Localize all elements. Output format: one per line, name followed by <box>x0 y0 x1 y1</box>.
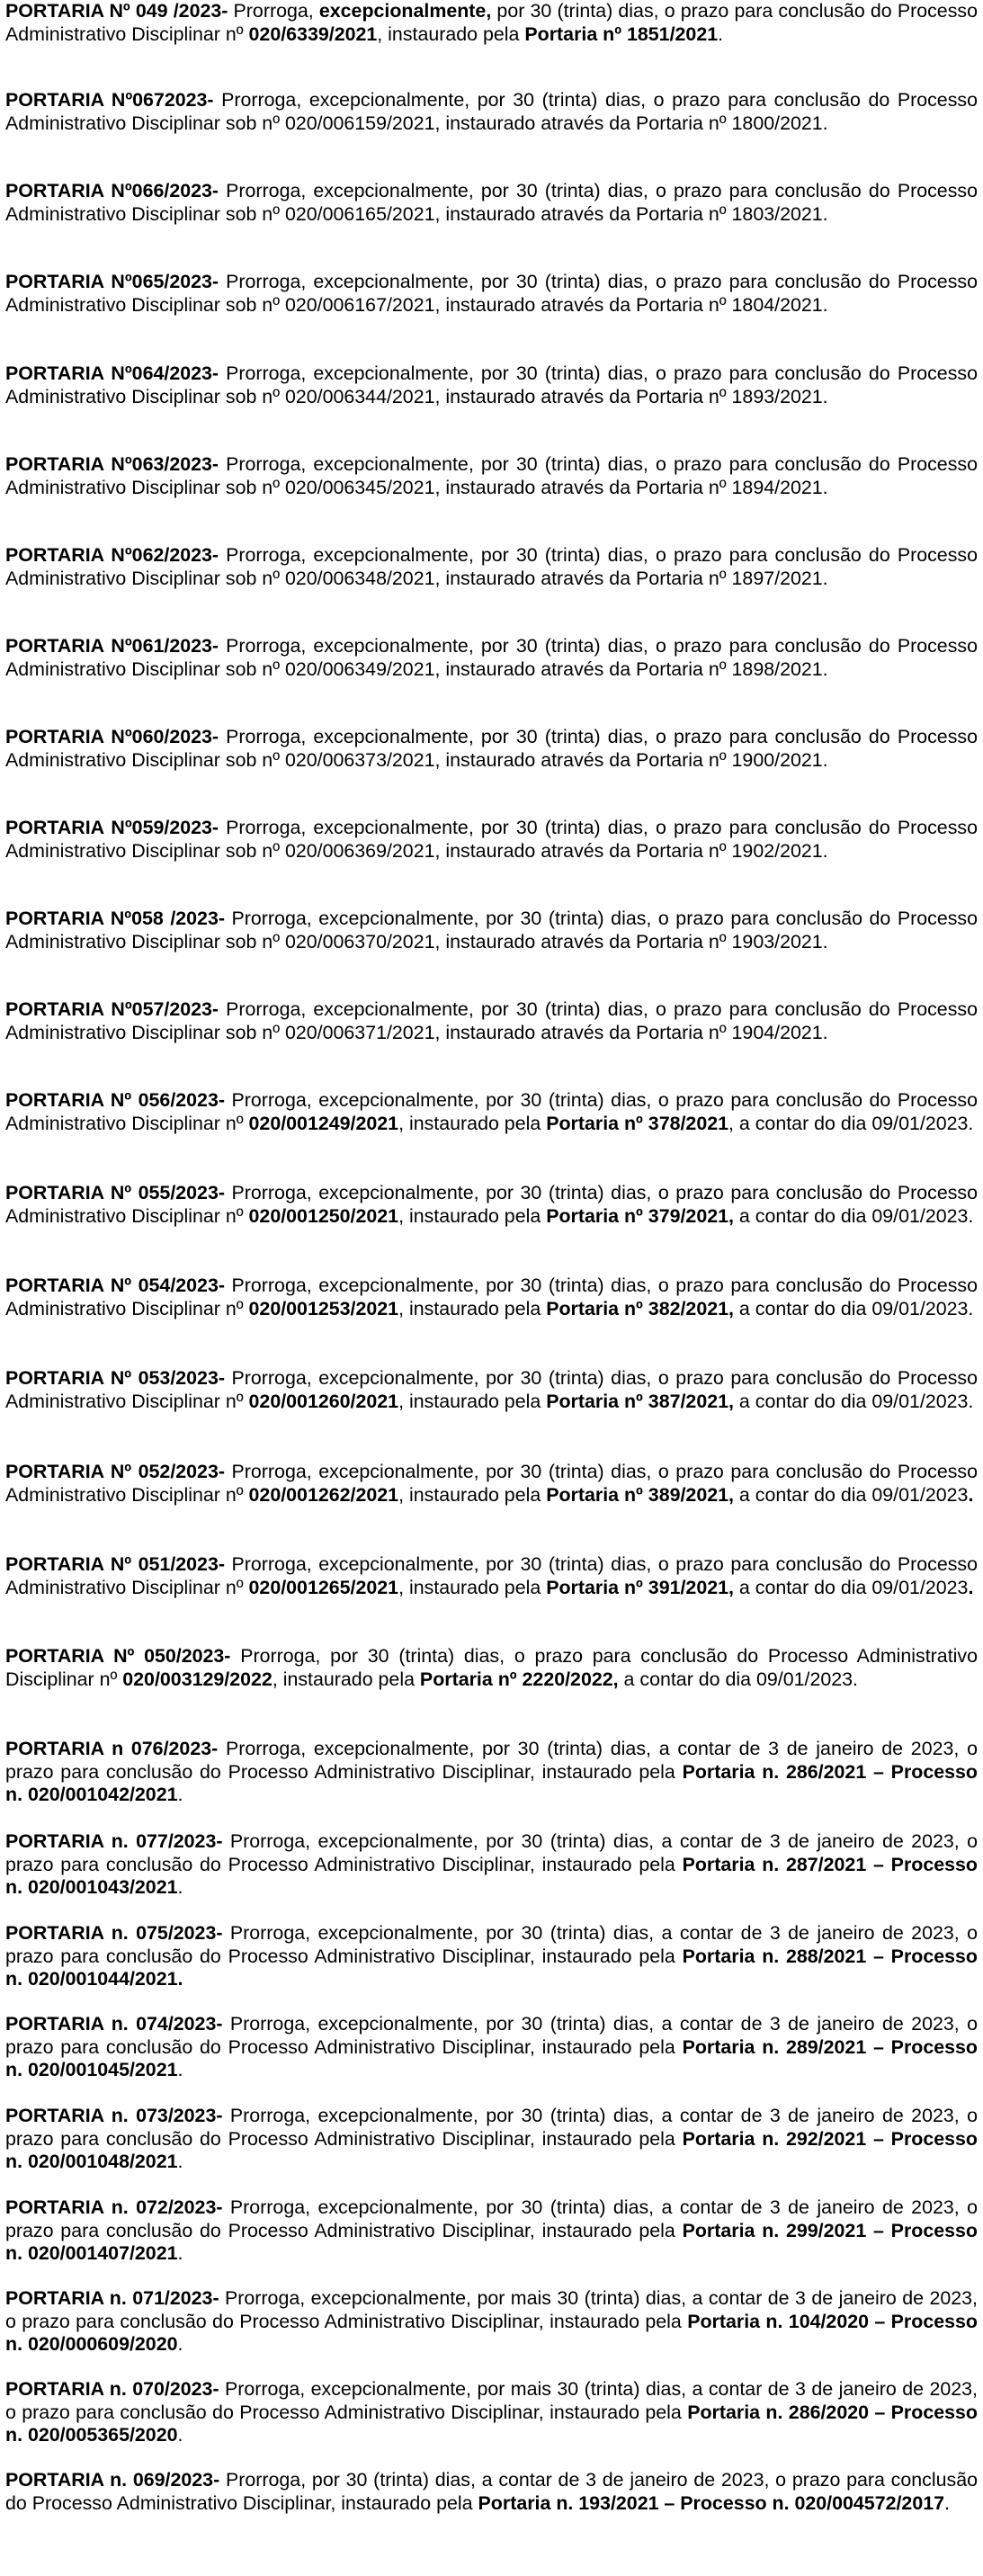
body-text: Prorroga, excepcionalmente, por 30 (trinta) dias, o prazo para conclusão do Processo Administrativo Disciplinar sob nº 020/006371/2021, instaurado através da Portaria nº 1904/2021. <box>5 998 978 1043</box>
bold-text: 020/001260/2021 <box>248 1390 399 1412</box>
body-text: . <box>718 22 724 45</box>
bold-text: PORTARIA n. 073/2023- <box>5 2105 223 2126</box>
bold-text: Portaria nº 391/2021, <box>546 1576 734 1598</box>
body-text: Prorroga, por 30 (trinta) dias, o prazo para conclusão do Processo Administrativo Disciplinar nº <box>5 1645 978 1690</box>
bold-text: Portaria n. 292/2021 – Processo n. 020/001048/2021 <box>5 2127 978 2172</box>
portaria-entry <box>5 2469 978 2515</box>
body-text: . <box>177 1784 183 1805</box>
bold-text: Portaria n. 104/2020 – Processo n. 020/000609/2020 <box>5 2310 978 2355</box>
bold-text: . <box>968 1576 974 1598</box>
bold-text: PORTARIA Nº 051/2023- <box>5 1553 225 1575</box>
bold-text: 020/001250/2021 <box>248 1204 399 1227</box>
body-text: Prorroga, excepcionalmente, por 30 (trinta) dias, o prazo para conclusão do Processo Administrativo Disciplinar sob nº 020/006348/2021, instaurado através da Portaria nº 1897/2021. <box>5 544 978 589</box>
body-text: Prorroga, excepcionalmente, por 30 (trinta) dias, o prazo para conclusão do Processo Administrativo Disciplinar sob nº 020/006165/2021, instaurado através da Portaria nº 1803/2021. <box>5 180 978 225</box>
portaria-entry <box>5 2105 978 2174</box>
body-text: Prorroga, excepcionalmente, por 30 (trinta) dias, a contar de 3 de janeiro de 2023, o prazo para conclusão do Processo Administrativo Disciplinar, instaurado pela <box>5 1922 978 1967</box>
bold-text: PORTARIA Nº 055/2023- <box>5 1182 225 1203</box>
body-text: Prorroga, excepcionalmente, por 30 (trinta) dias, o prazo para conclusão do Processo Administrativo Disciplinar nº <box>5 1089 978 1134</box>
body-text: , instaurado pela <box>398 1390 547 1412</box>
body-text: Prorroga, excepcionalmente, por 30 (trinta) dias, o prazo para conclusão do Processo Administrativo Disciplinar nº <box>5 1553 978 1598</box>
body-text: Prorroga, excepcionalmente, por 30 (trinta) dias, o prazo para conclusão do Processo Administrativo Disciplinar sob nº 020/006159/2021, instaurado através da Portaria nº 1800/2021. <box>5 89 978 134</box>
portaria-entry <box>5 1922 978 1991</box>
body-text: , instaurado pela <box>398 1112 547 1134</box>
body-text: . <box>177 2333 183 2355</box>
portaria-entry <box>5 1738 978 1807</box>
bold-text: Portaria nº 378/2021 <box>546 1112 729 1134</box>
body-text: Prorroga, excepcionalmente, por 30 (trinta) dias, a contar de 3 de janeiro de 2023, o prazo para conclusão do Processo Administrativo Disciplinar, instaurado pela <box>5 2196 978 2241</box>
bold-text: PORTARIA n. 075/2023- <box>5 1922 223 1944</box>
body-text: . <box>177 2059 183 2080</box>
body-text: Prorroga, excepcionalmente, por 30 (trinta) dias, o prazo para conclusão do Processo Administrativo Disciplinar nº <box>5 1367 978 1412</box>
portaria-entry <box>5 2378 978 2447</box>
portaria-entry <box>5 1367 978 1413</box>
bold-text: Portaria n. 299/2021 – Processo n. 020/001407/2021 <box>5 2219 978 2264</box>
portaria-entry <box>5 998 978 1044</box>
portaria-entry <box>5 180 978 226</box>
bold-text: PORTARIA Nº064/2023- <box>5 362 219 384</box>
bold-text: Portaria n. 289/2021 – Processo n. 020/001045/2021 <box>5 2035 978 2080</box>
body-text: , instaurado pela <box>377 22 525 45</box>
portaria-entry <box>5 1461 978 1507</box>
portaria-entry <box>5 271 978 317</box>
portaria-entry <box>5 1553 978 1599</box>
bold-text: Portaria n. 193/2021 – Processo n. 020/004572/2017 <box>478 2491 945 2514</box>
body-text: Prorroga, excepcionalmente, por 30 (trinta) dias, o prazo para conclusão do Processo Administrativo Disciplinar nº <box>5 1461 978 1506</box>
bold-text: PORTARIA n. 077/2023- <box>5 1830 223 1852</box>
body-text: Prorroga, excepcionalmente, por 30 (trinta) dias, o prazo para conclusão do Processo Administrativo Disciplinar sob nº 020/006369/2021, instaurado através da Portaria nº 1902/2021. <box>5 817 978 862</box>
bold-text: Portaria n. 286/2021 – Processo n. 020/001042/2021 <box>5 1760 978 1805</box>
body-text: Prorroga, excepcionalmente, por 30 (trinta) dias, o prazo para conclusão do Processo Administrativo Disciplinar sob nº 020/006345/2021, instaurado através da Portaria nº 1894/2021. <box>5 453 978 498</box>
bold-text: Portaria n. 288/2021 – Processo n. 020/001044/2021. <box>5 1945 978 1990</box>
body-text: Prorroga, excepcionalmente, por mais 30 (trinta) dias, a contar de 3 de janeiro de 2023, o prazo para conclusão do Processo Administrativo Disciplinar, instaurado pela <box>5 2287 979 2332</box>
body-text: . <box>944 2491 950 2514</box>
bold-text: 020/001265/2021 <box>248 1576 399 1598</box>
body-text: a contar do dia 09/01/2023 <box>733 1576 969 1598</box>
portaria-entry <box>5 2013 978 2082</box>
body-text: Prorroga, excepcionalmente, por 30 (trinta) dias, o prazo para conclusão do Processo Administrativo Disciplinar nº <box>5 1275 978 1319</box>
bold-text: Portaria n. 287/2021 – Processo n. 020/001043/2021 <box>5 1853 978 1898</box>
bold-text: PORTARIA Nº058 /2023- <box>5 908 225 929</box>
body-text: a contar do dia 09/01/2023. <box>733 1204 974 1227</box>
bold-text: PORTARIA Nº 050/2023- <box>5 1645 231 1667</box>
bold-text: PORTARIA Nº066/2023- <box>5 180 219 201</box>
body-text: Prorroga, excepcionalmente, por 30 (trinta) dias, a contar de 3 de janeiro de 2023, o prazo para conclusão do Processo Administrativo Disciplinar, instaurado pela <box>5 1738 978 1783</box>
body-text: a contar do dia 09/01/2023. <box>618 1668 858 1690</box>
portaria-entry <box>5 726 978 772</box>
portaria-entry <box>5 908 978 953</box>
bold-text: 020/001253/2021 <box>248 1297 399 1319</box>
body-text: . <box>177 2242 183 2264</box>
bold-text: 020/003129/2022 <box>122 1668 273 1690</box>
body-text: , instaurado pela <box>398 1204 547 1227</box>
body-text: Prorroga, excepcionalmente, por 30 (trinta) dias, o prazo para conclusão do Processo Administrativo Disciplinar sob nº 020/006373/2021, instaurado através da Portaria nº 1900/2021. <box>5 726 978 771</box>
bold-text: . <box>968 1483 974 1506</box>
body-text: . <box>177 1876 183 1898</box>
bold-text: Portaria nº 389/2021, <box>546 1483 734 1506</box>
bold-text: PORTARIA Nº 052/2023- <box>5 1461 225 1482</box>
bold-text: PORTARIA Nº 056/2023- <box>5 1089 225 1111</box>
portaria-entry <box>5 0 978 46</box>
bold-text: PORTARIA Nº065/2023- <box>5 271 219 292</box>
body-text: , instaurado pela <box>398 1576 547 1598</box>
portaria-entry <box>5 1182 978 1228</box>
body-text: Prorroga, excepcionalmente, por 30 (trinta) dias, a contar de 3 de janeiro de 2023, o prazo para conclusão do Processo Administrativo Disciplinar, instaurado pela <box>5 2013 978 2058</box>
body-text: a contar do dia 09/01/2023. <box>733 1390 974 1412</box>
bold-text: PORTARIA n 076/2023- <box>5 1738 219 1759</box>
bold-text: PORTARIA n. 074/2023- <box>5 2013 223 2035</box>
bold-text: Portaria nº 382/2021, <box>546 1297 734 1319</box>
bold-text: PORTARIA Nº061/2023- <box>5 635 219 657</box>
bold-text: PORTARIA n. 072/2023- <box>5 2196 223 2218</box>
portaria-entry <box>5 89 978 135</box>
bold-text: 020/001262/2021 <box>248 1483 399 1506</box>
portaria-entry <box>5 2196 978 2266</box>
portaria-entry <box>5 1830 978 1900</box>
bold-text: PORTARIA Nº057/2023- <box>5 998 219 1020</box>
bold-text: PORTARIA n. 070/2023- <box>5 2378 219 2400</box>
body-text: . <box>177 2151 183 2172</box>
bold-text: PORTARIA Nº0672023- <box>5 89 214 111</box>
bold-text: 020/001249/2021 <box>248 1112 399 1134</box>
bold-text: Portaria nº 387/2021, <box>546 1390 734 1412</box>
bold-text: PORTARIA Nº059/2023- <box>5 817 219 838</box>
body-text: Prorroga, excepcionalmente, por 30 (trinta) dias, a contar de 3 de janeiro de 2023, o prazo para conclusão do Processo Administrativo Disciplinar, instaurado pela <box>5 2105 978 2150</box>
portaria-entry <box>5 817 978 863</box>
portaria-entry <box>5 1645 978 1691</box>
portaria-entry <box>5 362 978 408</box>
bold-text: 020/6339/2021 <box>248 22 378 45</box>
body-text: , a contar do dia 09/01/2023. <box>728 1112 974 1134</box>
bold-text: PORTARIA Nº 053/2023- <box>5 1367 225 1389</box>
bold-text: Portaria nº 2220/2022, <box>419 1668 619 1690</box>
bold-text: PORTARIA n. 069/2023- <box>5 2469 220 2491</box>
bold-text: Portaria nº 379/2021, <box>546 1204 734 1227</box>
portaria-entry <box>5 2287 978 2357</box>
bold-text: Portaria n. 286/2020 – Processo n. 020/005365/2020 <box>5 2401 978 2446</box>
bold-text: Portaria nº 1851/2021 <box>524 22 719 45</box>
bold-text: PORTARIA n. 071/2023- <box>5 2287 219 2309</box>
bold-text: PORTARIA Nº063/2023- <box>5 453 219 475</box>
body-text: Prorroga, excepcionalmente, por 30 (trinta) dias, o prazo para conclusão do Processo Administrativo Disciplinar sob nº 020/006349/2021, instaurado através da Portaria nº 1898/2021. <box>5 635 978 680</box>
body-text: Prorroga, excepcionalmente, por 30 (trinta) dias, a contar de 3 de janeiro de 2023, o prazo para conclusão do Processo Administrativo Disciplinar, instaurado pela <box>5 1830 978 1875</box>
portaria-entry <box>5 544 978 590</box>
body-text: a contar do dia 09/01/2023. <box>733 1297 974 1319</box>
body-text: Prorroga, excepcionalmente, por 30 (trinta) dias, o prazo para conclusão do Processo Administrativo Disciplinar sob nº 020/006167/2021, instaurado através da Portaria nº 1804/2021. <box>5 271 978 316</box>
body-text: . <box>177 2424 183 2446</box>
body-text: , instaurado pela <box>398 1297 547 1319</box>
body-text: a contar do dia 09/01/2023 <box>733 1483 969 1506</box>
portaria-entry <box>5 453 978 499</box>
bold-text: PORTARIA Nº 049 /2023- <box>5 0 228 22</box>
body-text: Prorroga, por 30 (trinta) dias, a contar de 3 de janeiro de 2023, o prazo para conclusão do Processo Administrativo Disciplinar, instaurado pela <box>5 2469 979 2514</box>
body-text: , instaurado pela <box>398 1483 547 1506</box>
body-text: Prorroga, excepcionalmente, por 30 (trinta) dias, o prazo para conclusão do Processo Administrativo Disciplinar nº <box>5 1182 978 1227</box>
bold-text: PORTARIA Nº060/2023- <box>5 726 219 747</box>
bold-text: excepcionalmente, <box>318 0 492 22</box>
body-text: Prorroga, excepcionalmente, por 30 (trinta) dias, o prazo para conclusão do Processo Administrativo Disciplinar sob nº 020/006344/2021, instaurado através da Portaria nº 1893/2021. <box>5 362 978 407</box>
body-text: Prorroga, excepcionalmente, por 30 (trinta) dias, o prazo para conclusão do Processo Administrativo Disciplinar sob nº 020/006370/2021, instaurado através da Portaria nº 1903/2021. <box>5 908 978 953</box>
portaria-entry <box>5 635 978 681</box>
body-text: , instaurado pela <box>272 1668 420 1690</box>
body-text: Prorroga, <box>228 0 319 22</box>
portaria-entry <box>5 1275 978 1320</box>
portaria-entry <box>5 1089 978 1135</box>
bold-text: PORTARIA Nº062/2023- <box>5 544 219 566</box>
body-text: Prorroga, excepcionalmente, por mais 30 (trinta) dias, a contar de 3 de janeiro de 2023, o prazo para conclusão do Processo Administrativo Disciplinar, instaurado pela <box>5 2378 979 2423</box>
body-text: por 30 (trinta) dias, o prazo para conclusão do Processo Administrativo Disciplinar nº <box>5 0 978 45</box>
bold-text: PORTARIA Nº 054/2023- <box>5 1275 225 1296</box>
